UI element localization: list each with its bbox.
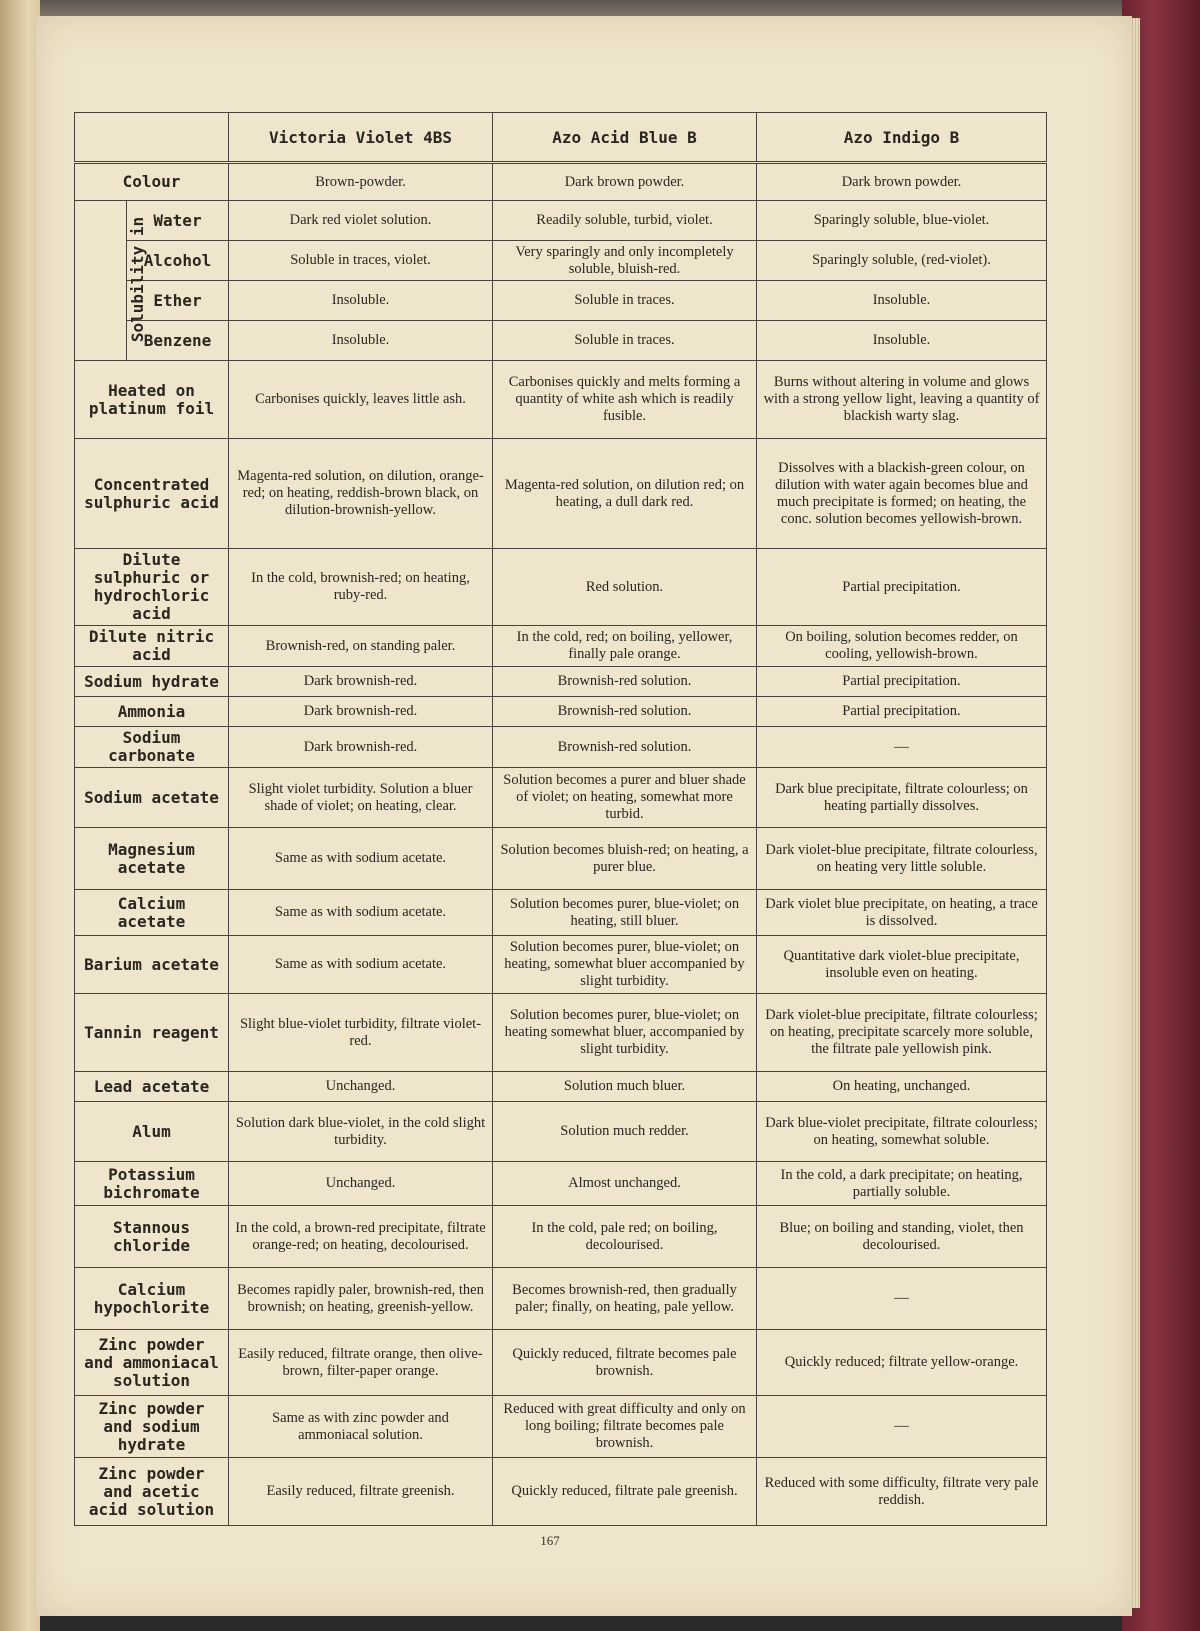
row-label: Zinc powder and ammoniacal solution [75, 1330, 229, 1396]
cell: Partial precipitation. [757, 667, 1047, 697]
cell: Quantitative dark violet-blue precipitate, insoluble even on heating. [757, 936, 1047, 994]
row-label: Colour [75, 163, 229, 201]
table-row [75, 768, 1047, 828]
table-row [75, 361, 1047, 439]
table-row [75, 439, 1047, 549]
table-row [75, 201, 1047, 241]
table-row [75, 667, 1047, 697]
row-label: Water [127, 201, 229, 241]
cell: Insoluble. [757, 321, 1047, 361]
cell: Blue; on boiling and standing, violet, then decolourised. [757, 1206, 1047, 1268]
cell: Dark violet-blue precipitate, filtrate colourless; on heating, precipitate scarcely more soluble, the filtrate pale yellowish pink. [757, 994, 1047, 1072]
cell: Insoluble. [229, 321, 493, 361]
row-label: Alum [75, 1102, 229, 1162]
cell: Unchanged. [229, 1072, 493, 1102]
table-row [75, 890, 1047, 936]
cell: Dark brown powder. [757, 163, 1047, 201]
cell: — [757, 1396, 1047, 1458]
cell: Solution becomes bluish-red; on heating, a purer blue. [493, 828, 757, 890]
cell: On heating, unchanged. [757, 1072, 1047, 1102]
cell: In the cold, brownish-red; on heating, ruby-red. [229, 549, 493, 626]
table-row [75, 163, 1047, 201]
cell: Almost unchanged. [493, 1162, 757, 1206]
cell: Quickly reduced, filtrate becomes pale brownish. [493, 1330, 757, 1396]
cell: Same as with sodium acetate. [229, 890, 493, 936]
row-label: Dilute sulphuric or hydrochloric acid [75, 549, 229, 626]
cell: Carbonises quickly and melts forming a quantity of white ash which is readily fusible. [493, 361, 757, 439]
row-label: Tannin reagent [75, 994, 229, 1072]
cell: Carbonises quickly, leaves little ash. [229, 361, 493, 439]
header-azo-indigo: Azo Indigo B [757, 113, 1047, 163]
row-label: Ammonia [75, 697, 229, 727]
cell: Partial precipitation. [757, 549, 1047, 626]
table-row [75, 936, 1047, 994]
row-label: Calcium acetate [75, 890, 229, 936]
cell: Red solution. [493, 549, 757, 626]
table-row [75, 281, 1047, 321]
cell: — [757, 1268, 1047, 1330]
row-label: Barium acetate [75, 936, 229, 994]
cell: Dark violet-blue precipitate, filtrate colourless, on heating very little soluble. [757, 828, 1047, 890]
cell: Solution much bluer. [493, 1072, 757, 1102]
table-row [75, 697, 1047, 727]
table-row [75, 1206, 1047, 1268]
cell: Soluble in traces. [493, 321, 757, 361]
table-row [75, 1162, 1047, 1206]
cell: Insoluble. [757, 281, 1047, 321]
solubility-group-label: Solubility in [75, 201, 127, 361]
row-label: Magnesium acetate [75, 828, 229, 890]
cell: Solution becomes purer, blue-violet; on heating, still bluer. [493, 890, 757, 936]
dye-reaction-table [74, 112, 1047, 1526]
cell: Very sparingly and only incompletely soluble, bluish-red. [493, 241, 757, 281]
table-row [75, 1458, 1047, 1526]
row-label: Concentrated sulphuric acid [75, 439, 229, 549]
header-blank [75, 113, 229, 163]
cell: Same as with sodium acetate. [229, 828, 493, 890]
row-label: Sodium acetate [75, 768, 229, 828]
cell: Readily soluble, turbid, violet. [493, 201, 757, 241]
cell: — [757, 727, 1047, 768]
row-label: Potassium bichromate [75, 1162, 229, 1206]
cell: Quickly reduced, filtrate pale greenish. [493, 1458, 757, 1526]
cell: On boiling, solution becomes redder, on cooling, yellowish-brown. [757, 626, 1047, 667]
cell: Insoluble. [229, 281, 493, 321]
row-label: Dilute nitric acid [75, 626, 229, 667]
cell: In the cold, a dark precipitate; on heating, partially soluble. [757, 1162, 1047, 1206]
cell: Solution becomes purer, blue-violet; on heating, somewhat bluer accompanied by slight turbidity. [493, 936, 757, 994]
table-row [75, 1102, 1047, 1162]
cell: Partial precipitation. [757, 697, 1047, 727]
cell: Dark red violet solution. [229, 201, 493, 241]
cell: In the cold, a brown-red precipitate, filtrate orange-red; on heating, decolourised. [229, 1206, 493, 1268]
cell: Same as with sodium acetate. [229, 936, 493, 994]
row-label: Calcium hypochlorite [75, 1268, 229, 1330]
cell: Sparingly soluble, blue-violet. [757, 201, 1047, 241]
row-label: Sodium hydrate [75, 667, 229, 697]
cell: Brownish-red solution. [493, 667, 757, 697]
cell: Burns without altering in volume and glows with a strong yellow light, leaving a quantity of blackish warty slag. [757, 361, 1047, 439]
table-row [75, 1396, 1047, 1458]
table-row [75, 727, 1047, 768]
cell: Brownish-red, on standing paler. [229, 626, 493, 667]
row-label: Benzene [127, 321, 229, 361]
cell: Becomes rapidly paler, brownish-red, then brownish; on heating, greenish-yellow. [229, 1268, 493, 1330]
table-row [75, 626, 1047, 667]
cell: Sparingly soluble, (red-violet). [757, 241, 1047, 281]
cell: Dark blue-violet precipitate, filtrate colourless; on heating, somewhat soluble. [757, 1102, 1047, 1162]
table-header-row [75, 113, 1047, 163]
cell: Brownish-red solution. [493, 727, 757, 768]
cell: Dark brownish-red. [229, 697, 493, 727]
cell: Reduced with some difficulty, filtrate very pale reddish. [757, 1458, 1047, 1526]
cell: Brownish-red solution. [493, 697, 757, 727]
cell: Unchanged. [229, 1162, 493, 1206]
row-label: Heated on platinum foil [75, 361, 229, 439]
table-row [75, 994, 1047, 1072]
cell: Dark blue precipitate, filtrate colourless; on heating partially dissolves. [757, 768, 1047, 828]
cell: Same as with zinc powder and ammoniacal solution. [229, 1396, 493, 1458]
cell: In the cold, red; on boiling, yellower, finally pale orange. [493, 626, 757, 667]
book-spine [0, 0, 40, 1631]
table-row [75, 1268, 1047, 1330]
cell: Dissolves with a blackish-green colour, on dilution with water again becomes blue and much precipitate is formed; on heating, the conc. solution becomes yellowish-brown. [757, 439, 1047, 549]
cell: Dark brownish-red. [229, 667, 493, 697]
table-row [75, 828, 1047, 890]
header-azo-acid-blue: Azo Acid Blue B [493, 113, 757, 163]
row-label: Ether [127, 281, 229, 321]
page-number: 167 [540, 1533, 560, 1548]
cell: Solution much redder. [493, 1102, 757, 1162]
table-row [75, 321, 1047, 361]
cell: Soluble in traces. [493, 281, 757, 321]
table-row [75, 1072, 1047, 1102]
cell: Dark violet blue precipitate, on heating, a trace is dissolved. [757, 890, 1047, 936]
cell: In the cold, pale red; on boiling, decolourised. [493, 1206, 757, 1268]
cell: Reduced with great difficulty and only on long boiling; filtrate becomes pale brownish. [493, 1396, 757, 1458]
cell: Solution becomes a purer and bluer shade of violet; on heating, somewhat more turbid. [493, 768, 757, 828]
cell: Brown-powder. [229, 163, 493, 201]
header-victoria-violet: Victoria Violet 4BS [229, 113, 493, 163]
cell: Solution dark blue-violet, in the cold slight turbidity. [229, 1102, 493, 1162]
cell: Magenta-red solution, on dilution red; on heating, a dull dark red. [493, 439, 757, 549]
cell: Solution becomes purer, blue-violet; on heating somewhat bluer, accompanied by slight turbidity. [493, 994, 757, 1072]
table-row [75, 549, 1047, 626]
cell: Magenta-red solution, on dilution, orange-red; on heating, reddish-brown black, on dilution-brownish-yellow. [229, 439, 493, 549]
row-label: Lead acetate [75, 1072, 229, 1102]
cell: Quickly reduced; filtrate yellow-orange. [757, 1330, 1047, 1396]
row-label: Stannous chloride [75, 1206, 229, 1268]
cell: Easily reduced, filtrate orange, then olive-brown, filter-paper orange. [229, 1330, 493, 1396]
cell: Slight violet turbidity. Solution a bluer shade of violet; on heating, clear. [229, 768, 493, 828]
cell: Soluble in traces, violet. [229, 241, 493, 281]
row-label: Zinc powder and acetic acid solution [75, 1458, 229, 1526]
table-row [75, 241, 1047, 281]
row-label: Zinc powder and sodium hydrate [75, 1396, 229, 1458]
table-row [75, 1330, 1047, 1396]
cell: Becomes brownish-red, then gradually paler; finally, on heating, pale yellow. [493, 1268, 757, 1330]
row-label: Sodium carbonate [75, 727, 229, 768]
row-label: Alcohol [127, 241, 229, 281]
cell: Dark brownish-red. [229, 727, 493, 768]
cell: Dark brown powder. [493, 163, 757, 201]
cell: Slight blue-violet turbidity, filtrate violet-red. [229, 994, 493, 1072]
cell: Easily reduced, filtrate greenish. [229, 1458, 493, 1526]
